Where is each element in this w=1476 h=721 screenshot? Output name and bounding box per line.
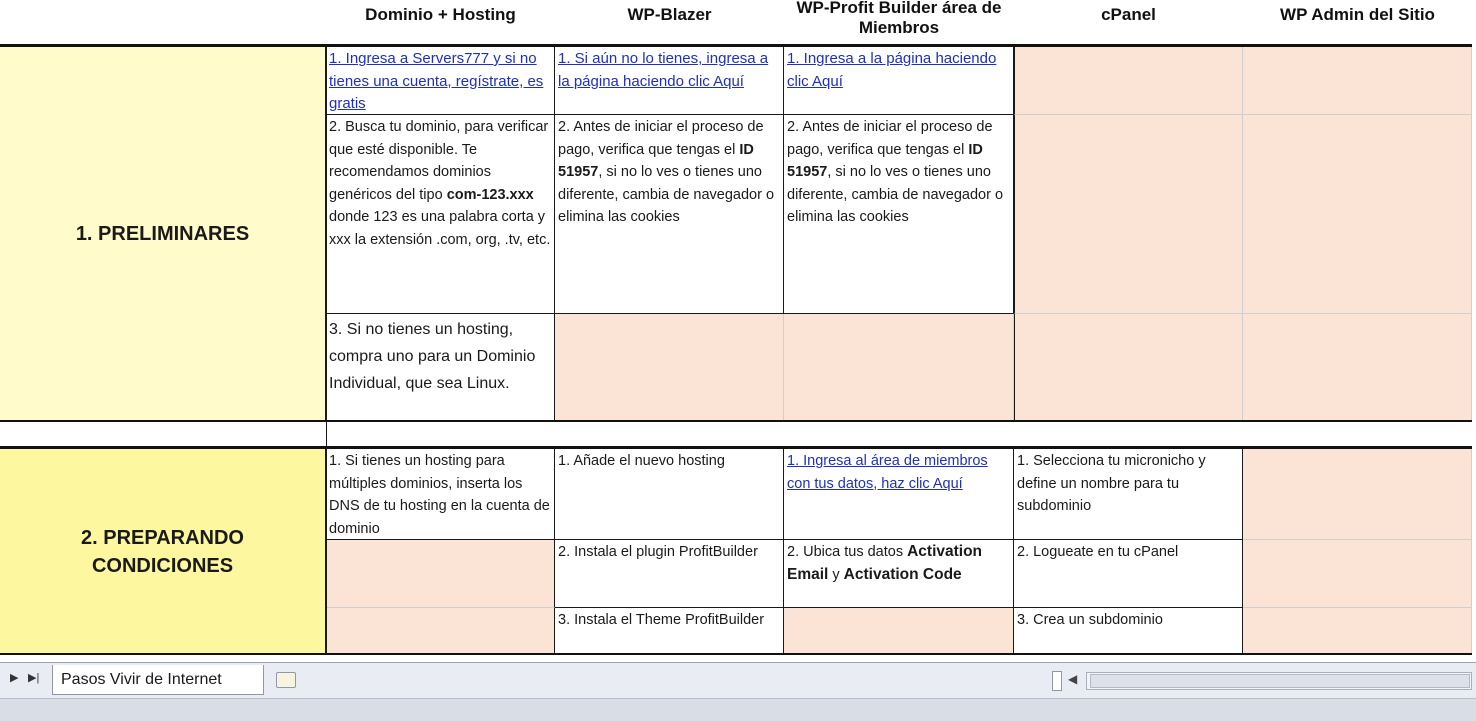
text-blazer-s2-step2: 2. Instala el plugin ProfitBuilder <box>558 544 758 560</box>
cell-cpanel-empty[interactable] <box>1014 47 1243 115</box>
column-header-wp-blazer[interactable]: WP-Blazer <box>627 5 712 24</box>
table-border-bottom <box>0 653 1472 655</box>
text-dominio-step2-b: donde 123 es una palabra corta y xxx la extensión .com, org, .tv, etc. <box>329 209 551 248</box>
text-dominio-step2-a: 2. Busca tu dominio, para verificar que esté disponible. Te recomendamos dominios genéricos del tipo <box>329 119 549 203</box>
text-profit-s2-step2-mid: y <box>828 566 844 583</box>
cell-cpanel-empty[interactable] <box>1014 115 1243 314</box>
text-activation-email: Activation Email <box>787 543 983 583</box>
section-title-preliminares[interactable]: 1. PRELIMINARES <box>0 47 326 421</box>
column-header-wp-admin[interactable]: WP Admin del Sitio <box>1280 5 1435 24</box>
text-blazer-s2-step3: 3. Instala el Theme ProfitBuilder <box>558 612 765 628</box>
cell-wpadmin-empty[interactable] <box>1243 449 1472 540</box>
cell-dominio-s2-step1[interactable] <box>326 449 555 540</box>
cell-blazer-step2[interactable] <box>555 115 784 314</box>
cell-blazer-s2-step2[interactable] <box>555 540 784 608</box>
cell-wpadmin-empty[interactable] <box>1243 47 1472 115</box>
spacer-row[interactable] <box>0 422 1472 446</box>
cell-blazer-empty[interactable] <box>555 314 784 421</box>
text-blazer-step2-b: , si no lo ves o tienes uno diferente, cambia de navegador o elimina las cookies <box>558 164 775 225</box>
text-cpanel-s2-step2: 2. Logueate en tu cPanel <box>1017 544 1179 560</box>
text-profit-step2-a: 2. Antes de iniciar el proceso de pago, verifica que tengas el <box>787 119 993 158</box>
cell-dominio-step2[interactable] <box>326 115 555 314</box>
link-servers777[interactable]: 1. Ingresa a Servers777 y si no tienes una cuenta, regístrate, es gratis <box>329 50 544 112</box>
column-header-profit-builder[interactable]: WP-Profit Builder área de Miembros <box>796 0 1002 37</box>
text-dominio-example: com-123.xxx <box>446 186 534 203</box>
text-blazer-id: ID 51957 <box>558 141 754 180</box>
text-blazer-step2-a: 2. Antes de iniciar el proceso de pago, verifica que tengas el <box>558 119 764 158</box>
cell-profit-step1[interactable] <box>784 47 1014 115</box>
cell-cpanel-empty[interactable] <box>1014 314 1243 421</box>
cell-blazer-step1[interactable] <box>555 47 784 115</box>
column-header-dominio[interactable]: Dominio + Hosting <box>365 5 516 24</box>
cell-profit-s2-step2[interactable] <box>784 540 1014 608</box>
text-dominio-step3: 3. Si no tienes un hosting, compra uno para un Dominio Individual, que sea Linux. <box>329 321 536 392</box>
status-bar <box>0 698 1476 721</box>
text-cpanel-s2-step1: 1. Selecciona tu micronicho y define un nombre para tu subdominio <box>1017 453 1206 514</box>
cell-dominio-step3[interactable] <box>326 314 555 421</box>
cell-cpanel-s2-step2[interactable] <box>1014 540 1243 608</box>
cell-wpadmin-empty[interactable] <box>1243 608 1472 654</box>
text-cpanel-s2-step3: 3. Crea un subdominio <box>1017 612 1163 628</box>
cell-blazer-s2-step3[interactable] <box>555 608 784 654</box>
tab-nav-next-icon[interactable]: ▶ <box>10 672 19 684</box>
cell-wpadmin-empty[interactable] <box>1243 314 1472 421</box>
horizontal-scroll-thumb[interactable] <box>1090 674 1470 688</box>
tab-nav-last-icon[interactable]: ▶| <box>28 672 40 684</box>
insert-sheet-icon[interactable] <box>276 672 296 688</box>
link-members-area[interactable]: 1. Ingresa al área de miembros con tus datos, haz clic Aquí <box>787 453 988 492</box>
cell-dominio-step1[interactable] <box>326 47 555 115</box>
cell-profit-s2-step1[interactable] <box>784 449 1014 540</box>
text-profit-s2-step2-a: 2. Ubica tus datos <box>787 544 908 560</box>
cell-profit-step2[interactable] <box>784 115 1014 314</box>
sheet-tab-bar <box>0 662 1476 699</box>
scroll-left-icon[interactable]: ◀ <box>1068 672 1078 686</box>
cell-wpadmin-empty[interactable] <box>1243 540 1472 608</box>
text-dominio-s2-step1: 1. Si tienes un hosting para múltiples dominios, inserta los DNS de tu hosting en la cuenta de dominio <box>329 453 550 537</box>
tab-split-handle[interactable] <box>1052 671 1062 691</box>
text-profit-id: ID 51957 <box>787 141 983 180</box>
cell-wpadmin-empty[interactable] <box>1243 115 1472 314</box>
cell-cpanel-s2-step1[interactable] <box>1014 449 1243 540</box>
table-border-left <box>326 44 327 655</box>
sheet-tab-pasos[interactable]: Pasos Vivir de Internet <box>52 665 264 695</box>
link-blazer-page[interactable]: 1. Si aún no lo tienes, ingresa a la página haciendo clic Aquí <box>558 50 769 90</box>
cell-blazer-s2-step1[interactable] <box>555 449 784 540</box>
cell-dominio-empty[interactable] <box>326 608 555 654</box>
text-blazer-s2-step1: 1. Añade el nuevo hosting <box>558 453 725 469</box>
cell-cpanel-s2-step3[interactable] <box>1014 608 1243 654</box>
column-header-cpanel[interactable]: cPanel <box>1101 5 1156 24</box>
cell-profit-empty[interactable] <box>784 314 1014 421</box>
cell-profit-empty[interactable] <box>784 608 1014 654</box>
text-profit-step2-b: , si no lo ves o tienes uno diferente, cambia de navegador o elimina las cookies <box>787 164 1004 225</box>
section-title-preparando[interactable]: 2. PREPARANDO CONDICIONES <box>0 449 326 654</box>
text-activation-code: Activation Code <box>843 565 962 583</box>
link-profit-page[interactable]: 1. Ingresa a la página haciendo clic Aquí <box>787 50 997 90</box>
cell-dominio-empty[interactable] <box>326 540 555 608</box>
